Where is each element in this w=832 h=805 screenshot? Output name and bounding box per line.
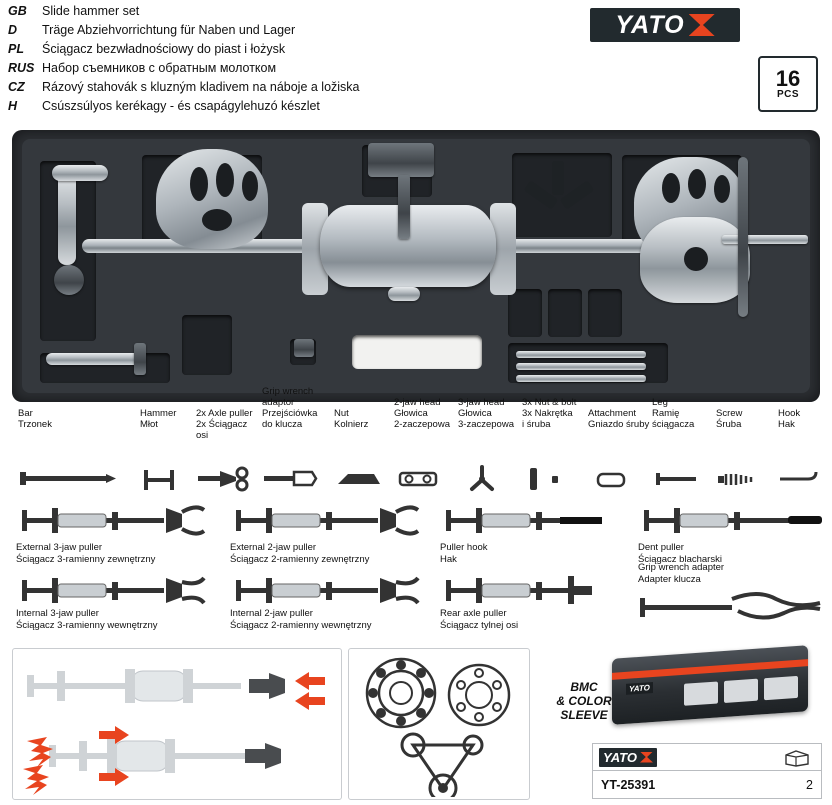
legend-item-bar <box>18 408 118 430</box>
hammer-knob <box>54 265 84 295</box>
puller-slot <box>242 171 258 201</box>
legend-line: 3-zaczepowa <box>458 419 514 430</box>
tray-cavity <box>588 289 622 337</box>
legend-item-attachment <box>588 408 654 430</box>
legend-item-nut <box>334 408 390 430</box>
caption-line: Ściągacz 3-ramienny wewnętrzny <box>16 619 158 631</box>
legend-label <box>458 397 520 430</box>
legend-label <box>262 386 328 430</box>
assembly-dent-puller <box>638 500 828 565</box>
tray-cavity <box>548 289 582 337</box>
center-bracket <box>368 143 434 177</box>
bar-icon <box>18 464 118 494</box>
assembly-caption <box>230 608 426 631</box>
legend-line: 3x Nut & bolt <box>522 397 577 408</box>
caption-line: Ściągacz 2-ramienny zewnętrzny <box>230 553 370 565</box>
legend-item-2-jaw-head <box>394 397 456 430</box>
language-code: CZ <box>8 80 25 94</box>
assembly-caption <box>230 542 426 565</box>
tray-cavity <box>508 289 542 337</box>
brand-arrow-icon <box>640 752 653 763</box>
legend-line: 2x Ściągacz osi <box>196 419 248 441</box>
piece-count-number: 16 <box>775 65 801 91</box>
language-row <box>8 80 628 99</box>
assembly-caption <box>16 542 212 565</box>
legend-line: Nut <box>334 408 349 419</box>
internal-2-jaw-puller-icon <box>230 572 426 608</box>
attachment-icon <box>588 464 654 494</box>
external-3-jaw-puller-icon <box>16 500 212 540</box>
language-text: Ściągacz bezwładnościowy do piast i łożysk <box>42 42 286 56</box>
screw-head <box>134 343 146 375</box>
puller-slot <box>190 167 208 201</box>
legend-label <box>394 397 456 430</box>
carton-box-icon <box>783 749 811 767</box>
legend-line: 3x Nakrętka <box>522 408 573 419</box>
legend-item-grip-wrench-adaptor <box>262 386 328 430</box>
puller-slot <box>216 163 234 197</box>
usage-diagram <box>13 649 339 797</box>
legend-label <box>18 408 118 430</box>
assembly-diagrams <box>0 500 832 640</box>
assembly-internal-2-jaw-puller <box>230 572 426 631</box>
legend-label <box>140 408 200 430</box>
caption-line: Ściągacz blacharski <box>638 553 722 565</box>
caption-line: Internal 2-jaw puller <box>230 608 313 619</box>
puller-slot <box>714 175 730 203</box>
legend-label <box>196 408 260 441</box>
assembly-grip-wrench-adapter <box>638 562 828 627</box>
legend-line: Trzonek <box>18 419 52 430</box>
language-row <box>8 61 628 80</box>
language-description-list <box>8 4 628 118</box>
leg-part <box>516 363 646 370</box>
legend-line: Screw <box>716 408 743 419</box>
language-text: Träge Abziehvorrichtung für Naben und Lager <box>42 23 296 37</box>
legend-line: do klucza <box>262 419 303 430</box>
legend-line: Głowica <box>394 408 428 419</box>
legend-line: 2-jaw head <box>394 397 441 408</box>
axle-puller-icon <box>196 464 260 494</box>
external-2-jaw-puller-icon <box>230 500 426 540</box>
legend-line: Przejściówka <box>262 408 318 419</box>
sku-header <box>593 744 821 771</box>
internal-3-jaw-puller-icon <box>16 572 212 608</box>
language-code: GB <box>8 4 27 18</box>
grip-wrench-adapter-icon <box>638 587 828 627</box>
language-row <box>8 23 628 42</box>
legend-line: Ramię <box>652 408 680 419</box>
assembly-internal-3-jaw-puller <box>16 572 212 631</box>
hammer-handle <box>58 169 76 265</box>
puller-hook-icon <box>440 500 620 540</box>
sku-code: YT-25391 <box>601 777 656 792</box>
tray-label-area <box>352 335 482 369</box>
hook-icon <box>778 464 826 494</box>
nut-part <box>294 339 314 357</box>
caption-line: External 3-jaw puller <box>16 542 103 553</box>
packaging-line: SLEEVE <box>560 708 608 722</box>
piece-count-badge <box>758 56 818 112</box>
sku-brand-name: YATO <box>603 749 637 765</box>
head-bore <box>684 247 708 271</box>
assembly-caption <box>440 608 620 631</box>
legend-line: Śruba <box>716 419 742 430</box>
language-code: RUS <box>8 61 35 75</box>
legend-line: 2-zaczepowa <box>394 419 450 430</box>
assembly-caption <box>638 562 828 585</box>
legend-item-screw <box>716 408 772 430</box>
legend-item-hammer <box>140 408 200 430</box>
packaging-line: & COLOR <box>556 694 612 708</box>
brand-name: YATO <box>615 10 685 39</box>
legend-label <box>522 397 586 430</box>
legend-line: Gniazdo śruby <box>588 419 650 430</box>
language-code: PL <box>8 42 24 56</box>
caption-line: Dent puller <box>638 542 684 553</box>
legend-label <box>652 397 710 430</box>
application-diagram <box>349 649 527 797</box>
piece-count-label: PCS <box>776 88 800 100</box>
sku-brand-logo <box>599 748 657 767</box>
nut-bolt-icon <box>522 464 586 494</box>
language-row <box>8 42 628 61</box>
puller-slot <box>662 173 680 203</box>
screw-rod <box>46 353 146 365</box>
assembly-external-2-jaw-puller <box>230 500 426 565</box>
caption-line: Ściągacz 3-ramienny zewnętrzny <box>16 553 156 565</box>
legend-line: adaptor <box>262 397 295 408</box>
legend-item-nut-and-bolt <box>522 397 586 430</box>
legend-label <box>334 408 390 430</box>
caption-line: Puller hook <box>440 542 488 553</box>
legend-item-leg <box>652 397 710 430</box>
language-text: Rázový stahovák s kluzným kladivem na náboje a ložiska <box>42 80 360 94</box>
legend-line: Głowica <box>458 408 492 419</box>
caption-line: External 2-jaw puller <box>230 542 317 553</box>
header <box>0 0 832 125</box>
legend-line: 2x Axle puller <box>196 408 253 419</box>
nut-icon <box>334 464 390 494</box>
three-jaw-head-icon <box>458 464 520 494</box>
packaging-line: BMC <box>570 680 598 694</box>
brand-arrow-icon <box>689 14 715 36</box>
legend-line: ściągacza <box>652 419 695 430</box>
language-code: D <box>8 23 18 37</box>
screw-icon <box>716 464 772 494</box>
assembly-external-3-jaw-puller <box>16 500 212 565</box>
language-code: H <box>8 99 18 113</box>
case-panel <box>684 681 718 705</box>
language-row <box>8 99 628 118</box>
two-jaw-head-icon <box>394 464 456 494</box>
case-brand-label: YATO <box>626 682 653 695</box>
legend-item-axle-puller <box>196 408 260 441</box>
jaw-arm <box>560 180 595 209</box>
jaw-arm <box>552 161 564 195</box>
rear-axle-puller-icon <box>440 572 620 608</box>
sku-quantity: 2 <box>806 777 813 792</box>
caption-line: Grip wrench adapter <box>638 562 725 573</box>
usage-diagram-panel <box>12 648 342 800</box>
assembly-caption <box>440 542 620 565</box>
legend-line: Hammer <box>140 408 177 419</box>
legend-line: Bar <box>18 408 33 419</box>
caption-line: Ściągacz tylnej osi <box>440 619 519 631</box>
center-rod <box>398 175 410 239</box>
language-text: Csúszsúlyos kerékagy - és csapágylehuzó készlet <box>42 99 320 113</box>
legend-line: Leg <box>652 397 668 408</box>
caption-line: Hak <box>440 553 457 565</box>
leg-part <box>516 375 646 382</box>
sku-body <box>593 771 821 798</box>
parts-legend <box>0 386 832 500</box>
assembly-rear-axle-puller <box>440 572 620 631</box>
hammer-head <box>52 165 108 181</box>
grip-wrench-icon <box>262 464 328 494</box>
packaging-type-text <box>556 680 612 722</box>
legend-line: Młot <box>140 419 158 430</box>
legend-item-3-jaw-head <box>458 397 520 430</box>
assembly-caption <box>16 608 212 631</box>
leg-part <box>516 351 646 358</box>
puller-bore <box>202 209 232 231</box>
legend-line: Kolnierz <box>334 419 369 430</box>
legend-label <box>778 408 826 430</box>
hammer-icon <box>140 464 200 494</box>
legend-line: Grip wrench <box>262 386 314 397</box>
sku-info-box <box>592 743 822 799</box>
brand-logo <box>590 8 740 42</box>
leg-icon <box>652 464 710 494</box>
legend-line: 3-jaw head <box>458 397 505 408</box>
legend-label <box>588 408 654 430</box>
language-row <box>8 4 628 23</box>
legend-line: Hook <box>778 408 801 419</box>
three-jaw-head-part <box>522 161 600 227</box>
tray-inner <box>22 139 810 393</box>
legend-label <box>716 408 772 430</box>
brand-logo-box <box>590 8 740 42</box>
application-diagram-panel <box>348 648 530 800</box>
language-text: Набор съемников с обратным молотком <box>42 61 277 75</box>
product-case-photo <box>612 645 808 725</box>
case-panel <box>764 676 798 700</box>
assembly-puller-hook <box>440 500 620 565</box>
caption-line: Internal 3-jaw puller <box>16 608 99 619</box>
legend-line: Attachment <box>588 408 637 419</box>
tray-cavity <box>182 315 232 375</box>
legend-item-hook <box>778 408 826 430</box>
legend-line: i śruba <box>522 419 551 430</box>
tool-case-photo <box>12 130 820 402</box>
caption-line: Ściągacz 2-ramienny wewnętrzny <box>230 619 372 631</box>
caption-line: Rear axle puller <box>440 608 507 619</box>
vertical-rod <box>738 157 748 317</box>
legend-line: Hak <box>778 419 795 430</box>
puller-slot <box>688 169 706 199</box>
dent-puller-icon <box>638 500 828 540</box>
language-text: Slide hammer set <box>42 4 140 18</box>
cross-handle <box>722 235 808 244</box>
center-nut <box>388 287 420 301</box>
caption-line: Adapter klucza <box>638 573 701 585</box>
case-panel <box>724 679 758 703</box>
